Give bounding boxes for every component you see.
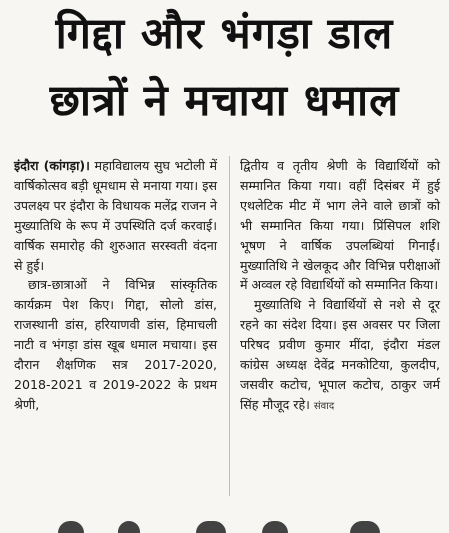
- paragraph-3: द्वितीय व तृतीय श्रेणी के विद्यार्थियों को सम्मानित किया गया। वहीं दिसंबर में हुई एथलेटिक मीट में भाग लेने वाले छात्रों को भी सम्मानित किया गया। प्रिंसिपल शशि भूषण ने वार्षिक उपलब्धियां गिनाईं। मुख्यातिथि ने खेलकूद और विभिन्न परीक्षाओं में अव्वल रहे विद्यार्थियों को सम्मानित किया।: [240, 158, 440, 293]
- dateline: इंदौरा (कांगड़ा)।: [14, 158, 90, 173]
- headline-line-2: छात्रों ने मचाया धमाल: [49, 76, 400, 126]
- article-column-left: [14, 156, 217, 415]
- paragraph-4-text: मुख्यातिथि ने विद्यार्थियों से नशे से दूर रहने का संदेश दिया। इस अवसर पर जिला परिषद प्रवीण कुमार मींदा, इंदौरा मंडल कांग्रेस अध्यक्ष देवेंद्र मनकोटिया, कुलदीप, जसवीर कटोच, भूपाल कटोच, ठाकुर जर्म सिंह मौजूद रहे।: [240, 297, 440, 412]
- article-column-right: [240, 156, 440, 417]
- headline-line-1: गिद्दा और भंगड़ा डाल: [55, 9, 394, 59]
- byline: संवाद: [313, 400, 335, 412]
- paragraph-1: [14, 156, 217, 275]
- paragraph-2: छात्र-छात्राओं ने विभिन्न सांस्कृतिक कार्यक्रम पेश किए। गिद्दा, सोलो डांस, राजस्थानी डांस, हरियाणवी डांस, हिमाचली नाटी व भंगड़ा डांस खूब धमाल मचाया। इस दौरान शैक्षणिक सत्र 2017-2020, 2018-2021 व 2019-2022 के प्रथम श्रेणी,: [14, 277, 217, 412]
- paragraph-1-text: महाविद्यालय सुघ भटोली में वार्षिकोत्सव बड़ी धूमधाम से मनाया गया। इस उपलक्ष्य पर इंदौरा के विधायक मलेंद्र राजन ने मुख्यातिथि के रूप में उपस्थिति दर्ज करवाई। वार्षिक समारोह की शुरुआत सरस्वती वंदना से हुई।: [14, 158, 218, 273]
- next-article-headline-fragment: [0, 516, 449, 533]
- column-divider: [229, 156, 230, 496]
- paragraph-4: [240, 295, 440, 416]
